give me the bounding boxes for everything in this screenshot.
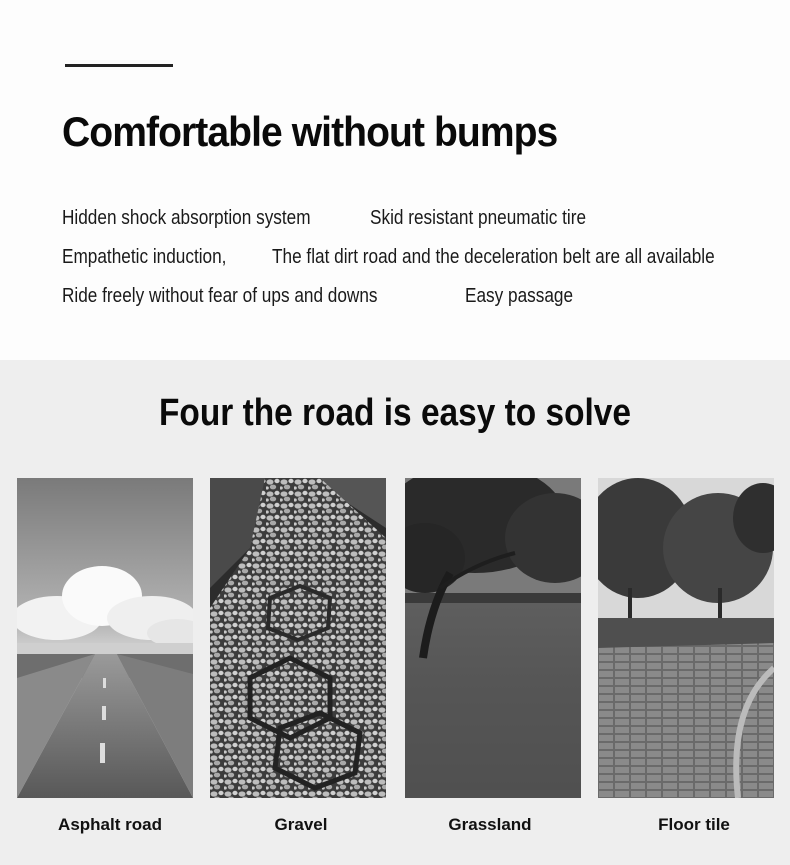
feature-pneumatic-tire: Skid resistant pneumatic tire [370,207,587,229]
road-label-gravel: Gravel [274,815,328,834]
asphalt-road-image [17,478,193,798]
feature-shock-absorption: Hidden shock absorption system [62,207,311,229]
feature-easy-passage: Easy passage [465,285,574,307]
feature-dirt-road: The flat dirt road and the deceleration belt are all available [272,246,715,268]
road-label-asphalt: Asphalt road [58,815,162,834]
road-label-grassland: Grassland [448,815,532,834]
grassland-photo [405,478,581,798]
gravel-path-photo [210,478,386,798]
feature-empathetic-induction: Empathetic induction, [62,246,227,268]
floor-tile-image [598,478,774,798]
gravel-path-image [210,478,386,798]
feature-ride-freely: Ride freely without fear of ups and downs [62,285,378,307]
floor-tile-photo [598,478,774,798]
roads-title: Four the road is easy to solve [158,392,632,434]
accent-rule [65,64,173,67]
top-section [0,0,790,360]
grassland-image [405,478,581,798]
asphalt-road-photo [17,478,193,798]
road-label-floor-tile: Floor tile [658,815,730,834]
headline: Comfortable without bumps [62,108,558,155]
